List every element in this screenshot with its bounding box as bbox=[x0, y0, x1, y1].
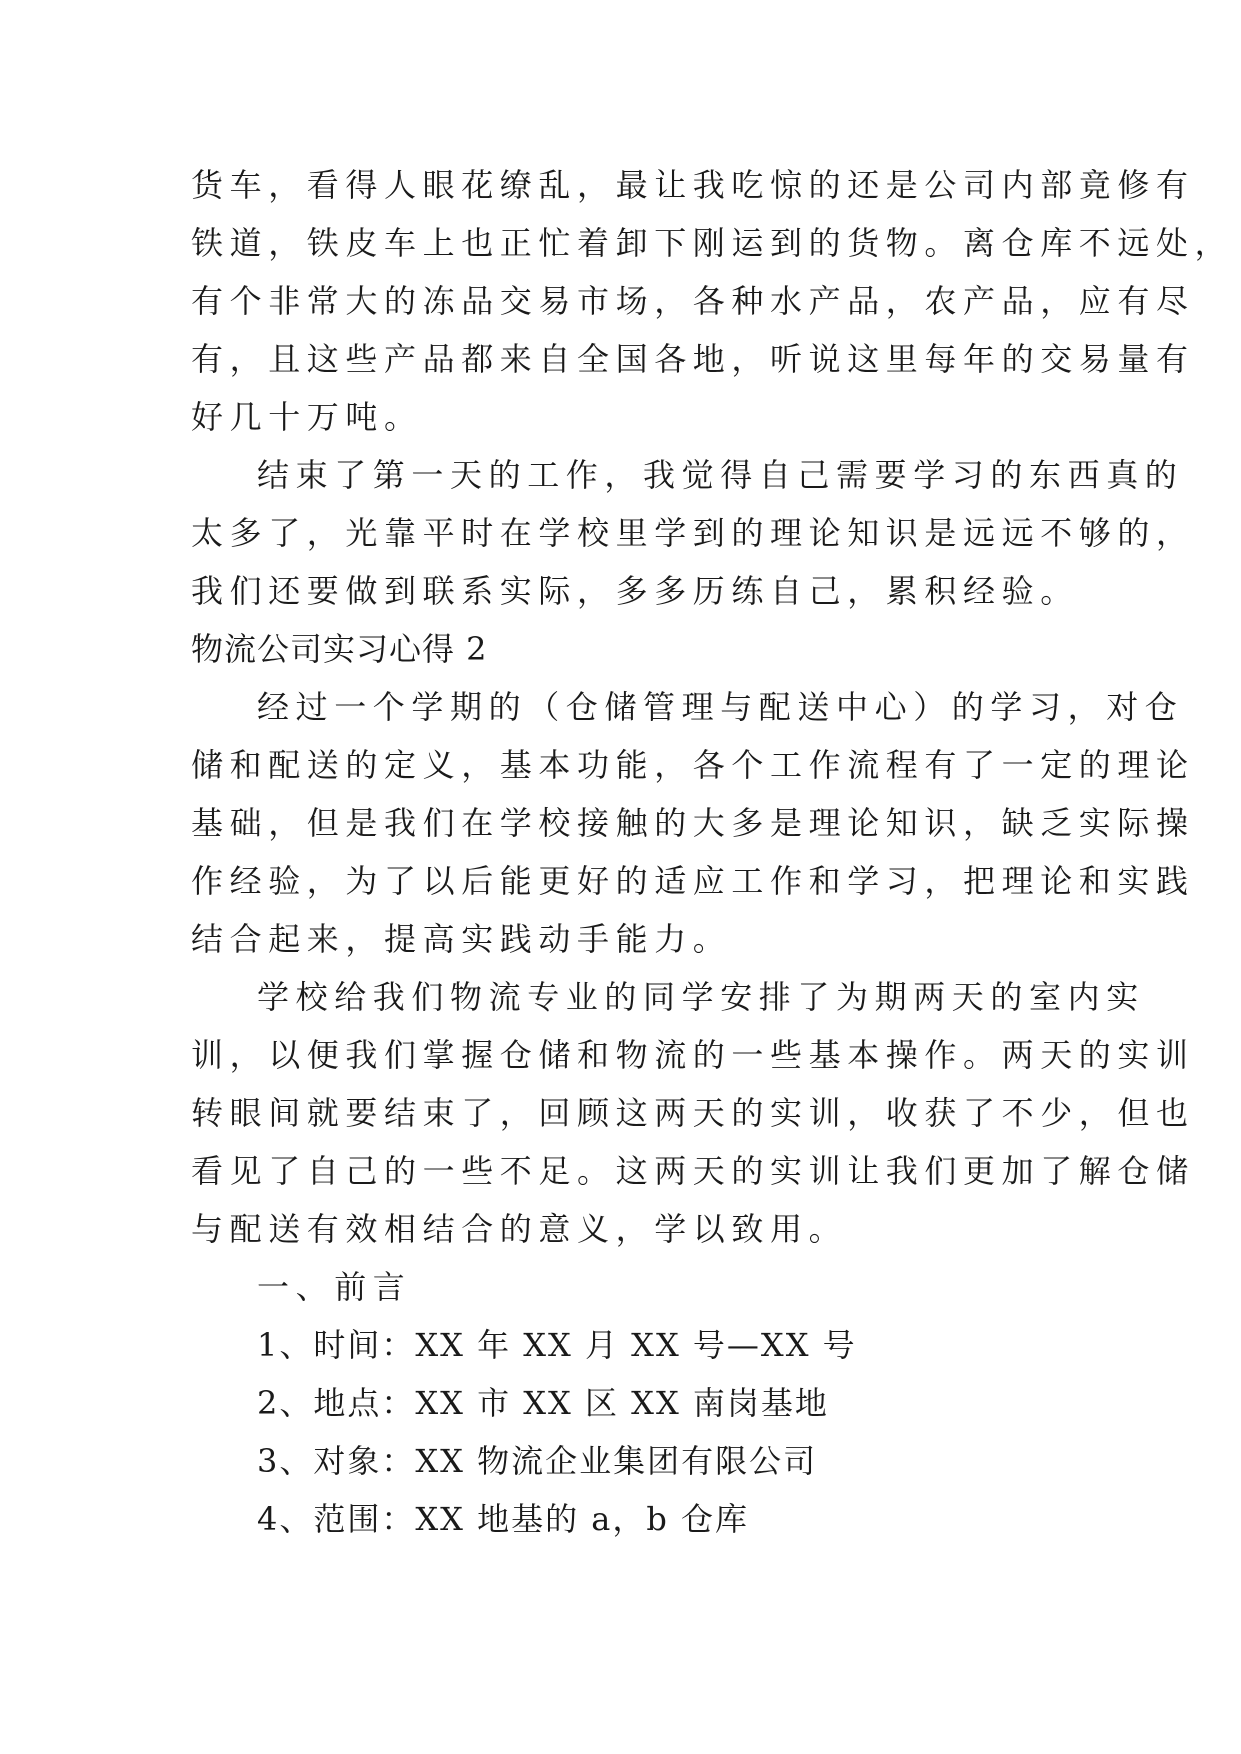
paragraph-2 bbox=[191, 446, 1195, 620]
paragraph-3 bbox=[191, 678, 1195, 968]
list-item-location: 2、地点：XX 市 XX 区 XX 南岗基地 bbox=[257, 1384, 829, 1422]
paragraph-line: 铁道，铁皮车上也正忙着卸下刚运到的货物。离仓库不远处， bbox=[191, 224, 1234, 262]
paragraph-line: 基础，但是我们在学校接触的大多是理论知识，缺乏实际操 bbox=[191, 804, 1195, 842]
paragraph-line: 结束了第一天的工作，我觉得自己需要学习的东西真的 bbox=[257, 456, 1184, 494]
paragraph-line: 与配送有效相结合的意义，学以致用。 bbox=[191, 1210, 848, 1248]
document-body bbox=[191, 156, 1234, 1548]
subheading-preface: 一、前言 bbox=[257, 1268, 412, 1306]
paragraph-line: 训，以便我们掌握仓储和物流的一些基本操作。两天的实训 bbox=[191, 1036, 1195, 1074]
list-item-time: 1、时间：XX 年 XX 月 XX 号—XX 号 bbox=[257, 1326, 857, 1364]
paragraph-4 bbox=[191, 968, 1195, 1258]
paragraph-line: 有个非常大的冻品交易市场，各种水产品，农产品，应有尽 bbox=[191, 282, 1195, 320]
paragraph-line: 货车，看得人眼花缭乱，最让我吃惊的还是公司内部竟修有 bbox=[191, 166, 1195, 204]
list-item-target: 3、对象：XX 物流企业集团有限公司 bbox=[257, 1442, 818, 1480]
paragraph-line: 储和配送的定义，基本功能，各个工作流程有了一定的理论 bbox=[191, 746, 1195, 784]
paragraph-line: 太多了，光靠平时在学校里学到的理论知识是远远不够的， bbox=[191, 514, 1195, 552]
paragraph-line: 我们还要做到联系实际，多多历练自己，累积经验。 bbox=[191, 572, 1079, 610]
paragraph-line: 转眼间就要结束了，回顾这两天的实训，收获了不少，但也 bbox=[191, 1094, 1195, 1132]
paragraph-1 bbox=[191, 156, 1234, 446]
paragraph-line: 有，且这些产品都来自全国各地，听说这里每年的交易量有 bbox=[191, 340, 1195, 378]
paragraph-line: 作经验，为了以后能更好的适应工作和学习，把理论和实践 bbox=[191, 862, 1195, 900]
paragraph-line: 结合起来，提高实践动手能力。 bbox=[191, 920, 732, 958]
list-item-scope: 4、范围：XX 地基的 a，b 仓库 bbox=[257, 1500, 750, 1538]
preface-list bbox=[191, 1316, 1053, 1548]
paragraph-line: 好几十万吨。 bbox=[191, 398, 423, 436]
section-title: 物流公司实习心得 2 bbox=[191, 630, 488, 668]
paragraph-line: 经过一个学期的（仓储管理与配送中心）的学习，对仓 bbox=[257, 688, 1184, 726]
paragraph-line: 看见了自己的一些不足。这两天的实训让我们更加了解仓储 bbox=[191, 1152, 1195, 1190]
paragraph-line: 学校给我们物流专业的同学安排了为期两天的室内实 bbox=[257, 978, 1145, 1016]
